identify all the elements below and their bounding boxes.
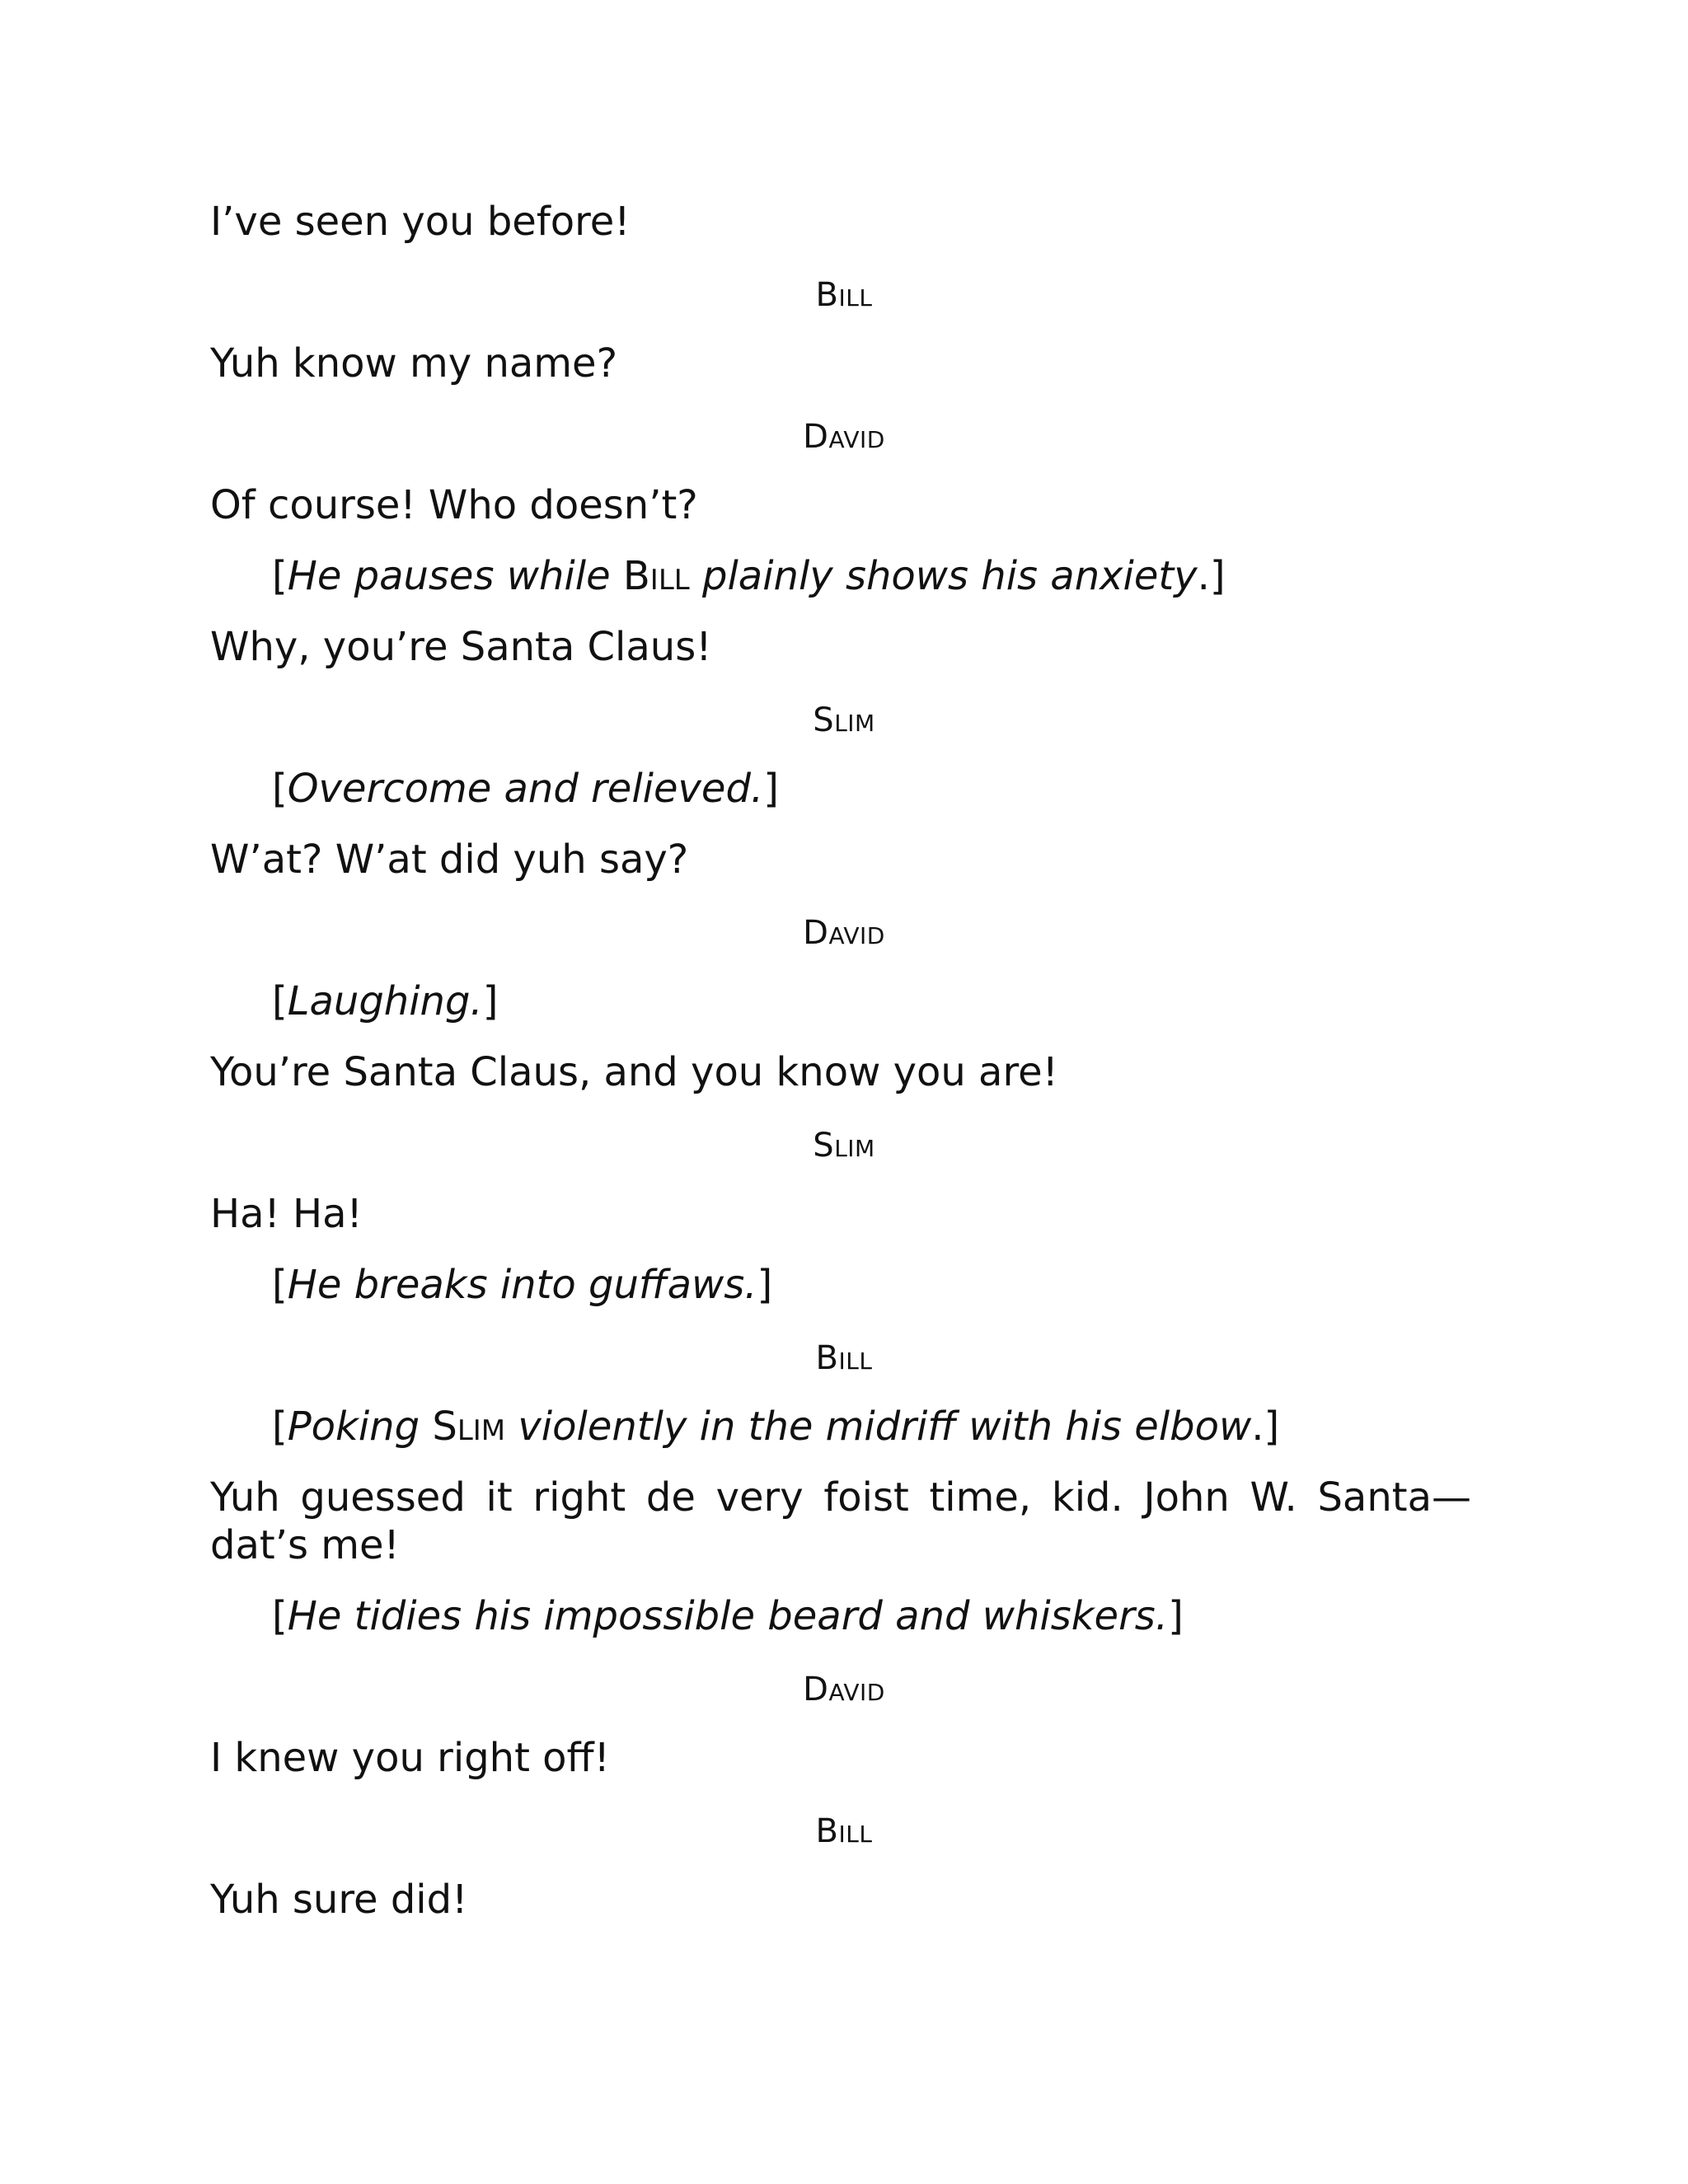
stage-direction: [Laughing.] [272, 978, 499, 1024]
speaker-name: Bill [815, 1812, 873, 1850]
dialogue-line: Why, you’re Santa Claus! [210, 624, 712, 670]
speaker-name: Bill [815, 1339, 873, 1377]
dialogue-line: I knew you right off! [210, 1735, 610, 1781]
dialogue-line: I’ve seen you before! [210, 199, 631, 245]
speaker-name: David [803, 1671, 885, 1708]
speaker-name: David [803, 914, 885, 952]
stage-direction: [Poking Slim violently in the midriff with his elbow.] [272, 1404, 1280, 1450]
speaker-name: Slim [813, 1127, 875, 1165]
speaker-name: Slim [813, 701, 875, 739]
character-name: Slim [432, 1404, 506, 1450]
dialogue-paragraph: Yuh guessed it right de very foist time, kid. John W. Santa—dat’s me! [210, 1474, 1471, 1568]
dialogue-line: Of course! Who doesn’t? [210, 482, 698, 528]
dialogue-line: Yuh know my name? [210, 340, 618, 387]
speaker-name: Bill [815, 276, 873, 314]
stage-direction: [He breaks into guffaws.] [272, 1262, 773, 1308]
character-name: Bill [622, 553, 690, 599]
stage-direction: [He tidies his impossible beard and whiskers.] [272, 1593, 1184, 1639]
dialogue-line: Ha! Ha! [210, 1191, 363, 1237]
stage-direction: [He pauses while Bill plainly shows his anxiety.] [272, 553, 1226, 599]
speaker-name: David [803, 418, 885, 456]
dialogue-line: W’at? W’at did yuh say? [210, 837, 689, 883]
dialogue-line: You’re Santa Claus, and you know you are! [210, 1049, 1058, 1095]
stage-direction: [Overcome and relieved.] [272, 766, 779, 812]
dialogue-line: Yuh sure did! [210, 1877, 468, 1923]
